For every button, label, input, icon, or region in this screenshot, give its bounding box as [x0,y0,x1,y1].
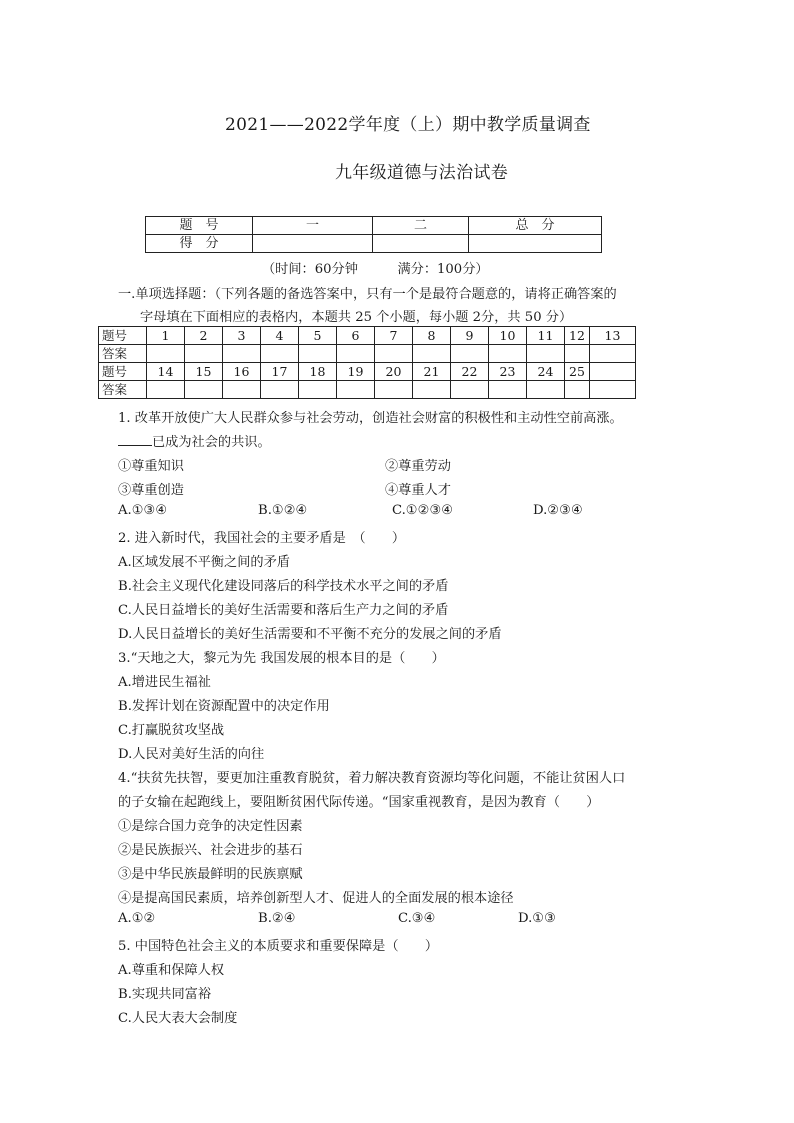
score-table-cell: 二 [373,217,469,235]
score-table-header-row [146,217,602,235]
exam-info: （时间：60分钟 满分：100分） [262,262,489,277]
answer-cell[interactable] [375,345,413,363]
answer-cell[interactable] [223,381,261,399]
question-number [590,363,636,381]
answer-table-answer-row [99,381,636,399]
answer-cell[interactable] [451,345,489,363]
q3-choice-a[interactable]: A.增进民生福祉 [118,675,211,690]
answer-cell[interactable] [261,345,299,363]
question-number: 24 [527,363,565,381]
q1-opt2: ②尊重劳动 [385,459,451,474]
fill-blank [118,433,152,446]
answer-cell[interactable] [489,345,527,363]
answer-cell[interactable] [527,345,565,363]
num-label: 题号 [99,363,147,381]
q3-choice-c[interactable]: C.打赢脱贫攻坚战 [118,723,225,738]
question-number: 20 [375,363,413,381]
answer-table [98,326,636,399]
q4-choice-c[interactable]: C.③④ [398,911,436,926]
answer-cell[interactable] [147,381,185,399]
question-number: 19 [337,363,375,381]
answer-table-num-row [99,363,636,381]
answer-cell[interactable] [337,381,375,399]
q5-choice-c[interactable]: C.人民大表大会制度 [118,1011,238,1026]
q3-choice-b[interactable]: B.发挥计划在资源配置中的决定作用 [118,699,330,714]
question-number: 3 [223,327,261,345]
q2-stem: 2. 进入新时代，我国社会的主要矛盾是 （ ） [118,531,406,546]
q4-choice-d[interactable]: D.①③ [518,911,556,926]
q1-opt3: ③尊重创造 [118,483,184,498]
q1-choice-d[interactable]: D.②③④ [533,503,583,518]
answer-cell[interactable] [337,345,375,363]
q3-choice-d[interactable]: D.人民对美好生活的向往 [118,747,265,762]
answer-cell[interactable] [565,381,590,399]
score-table-cell: 总 分 [469,217,602,235]
score-table-cell: 题 号 [146,217,253,235]
q1-stem-cont-text: 已成为社会的共识。 [152,435,271,450]
answer-cell[interactable] [590,381,636,399]
section-heading: 一.单项选择题：（下列各题的备选答案中，只有一个是最符合题意的，请将正确答案的 [118,287,617,302]
q4-opt4: ④是提高国民素质，培养创新型人才、促进人的全面发展的根本途径 [118,891,514,906]
answer-cell[interactable] [451,381,489,399]
score-input-cell[interactable] [373,235,469,253]
answer-cell[interactable] [299,345,337,363]
question-number: 9 [451,327,489,345]
question-number: 16 [223,363,261,381]
question-number: 4 [261,327,299,345]
answer-cell[interactable] [223,345,261,363]
question-number: 6 [337,327,375,345]
question-number: 23 [489,363,527,381]
answer-cell[interactable] [185,381,223,399]
q2-choice-d[interactable]: D.人民日益增长的美好生活需要和不平衡不充分的发展之间的矛盾 [118,627,502,642]
question-number: 25 [565,363,590,381]
q2-choice-a[interactable]: A.区域发展不平衡之间的矛盾 [118,555,290,570]
answer-cell[interactable] [489,381,527,399]
q1-opt4: ④尊重人才 [385,483,451,498]
q4-opt3: ③是中华民族最鲜明的民族禀赋 [118,867,303,882]
question-number: 7 [375,327,413,345]
q1-opt1: ①尊重知识 [118,459,184,474]
question-number: 10 [489,327,527,345]
q5-stem: 5. 中国特色社会主义的本质要求和重要保障是（ ） [118,939,439,954]
answer-cell[interactable] [565,345,590,363]
answer-table-num-row [99,327,636,345]
q1-stem: 1. 改革开放使广大人民群众参与社会劳动，创造社会财富的积极性和主动性空前高涨。 [118,411,623,426]
answer-cell[interactable] [147,345,185,363]
q4-opt2: ②是民族振兴、社会进步的基石 [118,843,303,858]
q1-choice-b[interactable]: B.①②④ [258,503,308,518]
q4-choice-a[interactable]: A.①② [118,911,156,926]
question-number: 14 [147,363,185,381]
score-table-cell: 得 分 [146,235,253,253]
num-label: 题号 [99,327,147,345]
question-number: 17 [261,363,299,381]
ans-label: 答案 [99,381,147,399]
score-table [145,216,602,253]
q4-stem: 4.“扶贫先扶智，要更加注重教育脱贫，着力解决教育资源均等化问题，不能让贫困人口 [118,771,626,786]
score-input-cell[interactable] [469,235,602,253]
question-number: 15 [185,363,223,381]
question-number: 2 [185,327,223,345]
question-number: 8 [413,327,451,345]
q1-choice-a[interactable]: A.①③④ [118,503,168,518]
answer-cell[interactable] [261,381,299,399]
question-number: 1 [147,327,185,345]
question-number: 5 [299,327,337,345]
q4-stem-cont: 的子女输在起跑线上，要阻断贫困代际传递。“国家重视教育，是因为教育（ ） [118,795,600,810]
ans-label: 答案 [99,345,147,363]
score-table-score-row [146,235,602,253]
question-number: 18 [299,363,337,381]
question-number: 12 [565,327,590,345]
q1-stem-cont [118,431,271,450]
answer-cell[interactable] [413,381,451,399]
score-table-cell: 一 [253,217,373,235]
q2-choice-c[interactable]: C.人民日益增长的美好生活需要和落后生产力之间的矛盾 [118,603,449,618]
question-number: 22 [451,363,489,381]
question-number: 11 [527,327,565,345]
score-input-cell[interactable] [253,235,373,253]
q4-opt1: ①是综合国力竞争的决定性因素 [118,819,303,834]
q5-choice-a[interactable]: A.尊重和保障人权 [118,963,225,978]
answer-cell[interactable] [413,345,451,363]
q5-choice-b[interactable]: B.实现共同富裕 [118,987,212,1002]
q3-stem: 3.“天地之大，黎元为先 我国发展的根本目的是（ ） [118,651,445,666]
question-number: 13 [590,327,636,345]
answer-cell[interactable] [590,345,636,363]
answer-cell[interactable] [299,381,337,399]
q1-choice-c[interactable]: C.①②③④ [392,503,454,518]
question-number: 21 [413,363,451,381]
exam-subtitle: 九年级道德与法治试卷 [335,163,508,183]
answer-table-answer-row [99,345,636,363]
q2-choice-b[interactable]: B.社会主义现代化建设同落后的科学技术水平之间的矛盾 [118,579,449,594]
answer-cell[interactable] [185,345,223,363]
q4-choice-b[interactable]: B.②④ [258,911,296,926]
answer-cell[interactable] [375,381,413,399]
exam-title: 2021——2022学年度（上）期中教学质量调查 [225,115,591,135]
section-heading-cont: 字母填在下面相应的表格内，本题共 25 个小题，每小题 2分，共 50 分） [140,310,573,325]
answer-cell[interactable] [527,381,565,399]
